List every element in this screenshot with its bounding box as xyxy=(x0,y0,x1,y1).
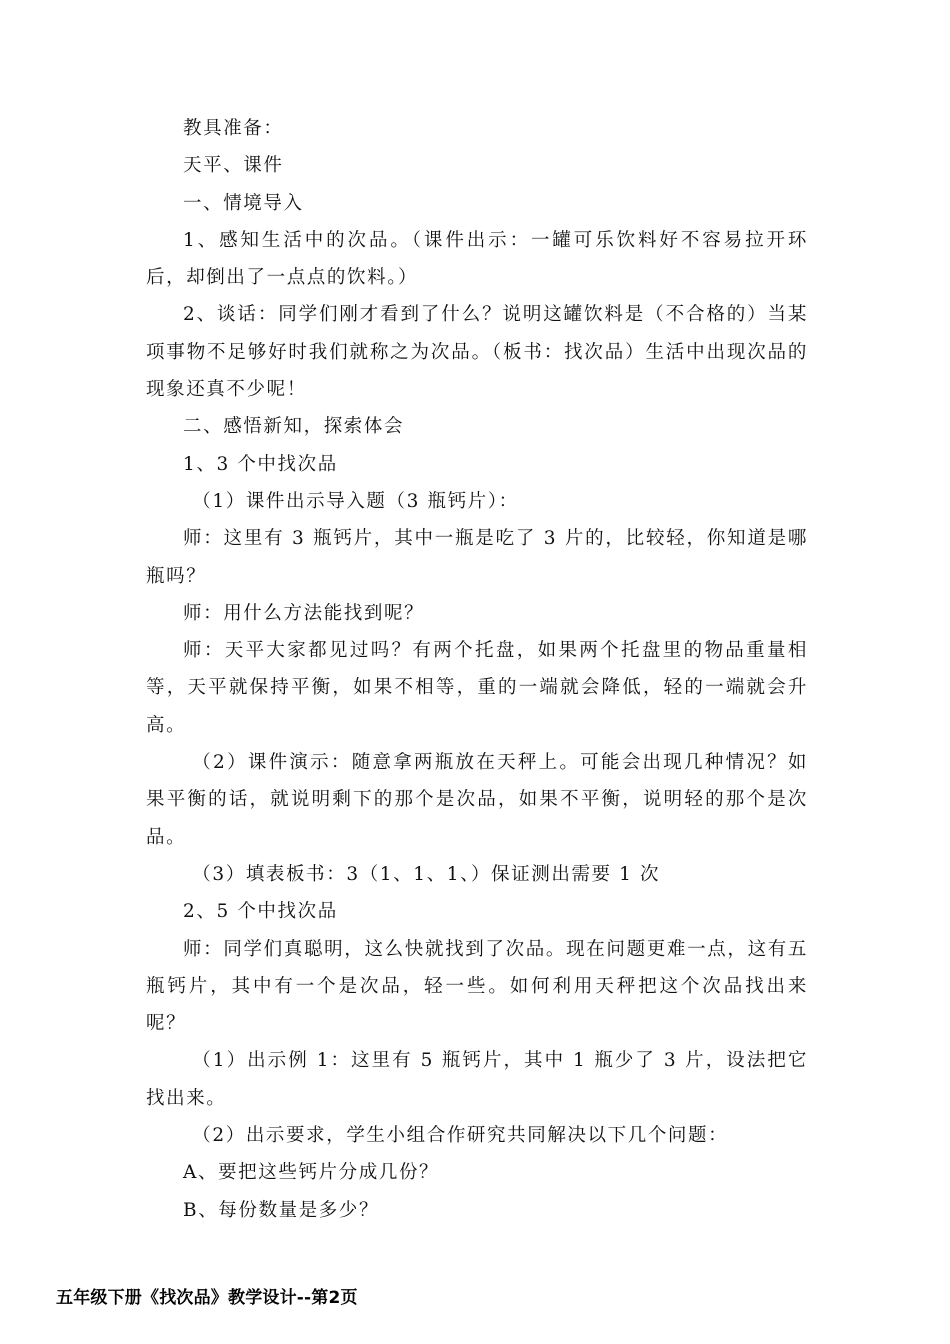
list-item: A、要把这些钙片分成几份？ xyxy=(183,1162,440,1184)
paragraph: 师：用什么方法能找到呢？ xyxy=(183,602,425,624)
paragraph: 天平、课件 xyxy=(183,155,284,177)
paragraph: 师：这里有 3 瓶钙片，其中一瓶是吃了 3 片的，比较轻，你知道是哪瓶吗？ xyxy=(146,528,808,587)
paragraph: 师：天平大家都见过吗？有两个托盘，如果两个托盘里的物品重量相等，天平就保持平衡，如果不相等，重的一端就会降低，轻的一端就会升高。 xyxy=(146,640,808,736)
page-footer: 五年级下册《找次品》教学设计--第2页 xyxy=(56,1288,358,1308)
paragraph: （1）出示例 1：这里有 5 瓶钙片，其中 1 瓶少了 3 片，设法把它找出来。 xyxy=(146,1050,808,1109)
section-heading: 一、情境导入 xyxy=(183,192,304,214)
paragraph: （2）出示要求，学生小组合作研究共同解决以下几个问题： xyxy=(192,1125,729,1147)
paragraph: （1）课件出示导入题（3 瓶钙片）： xyxy=(192,490,519,512)
document-body xyxy=(146,110,808,1229)
paragraph: 师：同学们真聪明，这么快就找到了次品。现在问题更难一点，这有五瓶钙片，其中有一个是次品，轻一些。如何利用天秤把这个次品找出来呢？ xyxy=(146,938,808,1035)
paragraph: （3）填表板书：3（1、1、1、）保证测出需要 1 次 xyxy=(192,863,661,885)
paragraph: 2、谈话：同学们刚才看到了什么？说明这罐饮料是（不合格的）当某项事物不足够好时我们就称之为次品。（板书：找次品）生活中出现次品的现象还真不少呢！ xyxy=(146,304,808,401)
paragraph: （2）课件演示：随意拿两瓶放在天秤上。可能会出现几种情况？如果平衡的话，就说明剩下的那个是次品，如果不平衡，说明轻的那个是次品。 xyxy=(146,752,808,848)
section-heading: 二、感悟新知，探索体会 xyxy=(183,416,405,438)
subsection-heading: 1、3 个中找次品 xyxy=(183,453,338,475)
paragraph: 1、感知生活中的次品。（课件出示：一罐可乐饮料好不容易拉开环后，却倒出了一点点的饮料。） xyxy=(146,229,808,289)
paragraph: 教具准备： xyxy=(183,118,284,139)
subsection-heading: 2、5 个中找次品 xyxy=(183,901,338,923)
list-item: B、每份数量是多少？ xyxy=(183,1199,380,1221)
